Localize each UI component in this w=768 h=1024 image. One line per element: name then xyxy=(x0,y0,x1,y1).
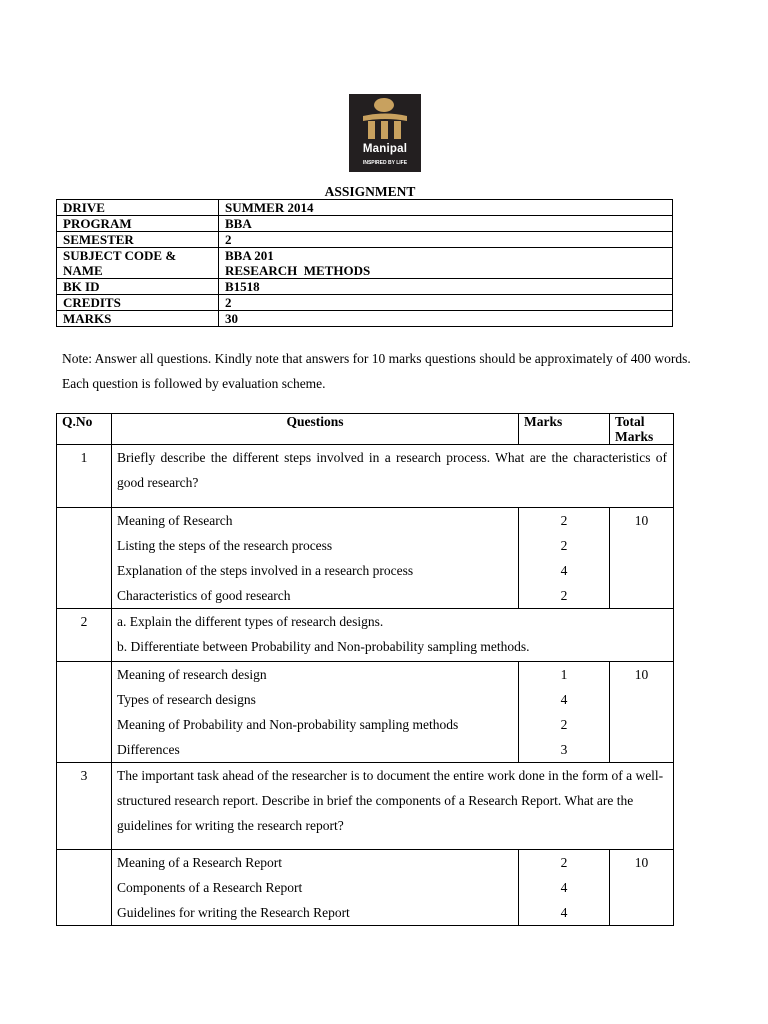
scheme-item: Explanation of the steps involved in a research process xyxy=(117,563,414,578)
info-row xyxy=(57,216,673,232)
scheme-mark: 4 xyxy=(560,905,568,920)
scheme-item: Components of a Research Report xyxy=(117,880,303,895)
info-row xyxy=(57,279,673,295)
total-marks: 10 xyxy=(610,662,674,763)
manipal-logo xyxy=(349,94,421,172)
scheme-item: Meaning of Probability and Non-probability sampling methods xyxy=(117,717,459,732)
question-number: 2 xyxy=(57,609,112,662)
scheme-row xyxy=(57,508,674,609)
info-key: DRIVE xyxy=(57,200,219,216)
info-key: MARKS xyxy=(57,311,219,327)
header-qno: Q.No xyxy=(57,414,112,445)
total-marks: 10 xyxy=(610,508,674,609)
question-text xyxy=(112,609,674,662)
info-row xyxy=(57,200,673,216)
info-row xyxy=(57,248,673,279)
info-value: 30 xyxy=(219,311,673,327)
scheme-spacer xyxy=(57,850,112,926)
question-text: Briefly describe the different steps involved in a research process. What are the characteristics of good research? xyxy=(112,445,674,508)
logo-brand-name: Manipal xyxy=(362,143,408,155)
total-marks: 10 xyxy=(610,850,674,926)
scheme-row xyxy=(57,662,674,763)
scheme-mark: 4 xyxy=(560,563,568,578)
header-marks: Marks xyxy=(519,414,610,445)
info-row xyxy=(57,295,673,311)
info-row xyxy=(57,311,673,327)
scheme-spacer xyxy=(57,662,112,763)
scheme-mark: 2 xyxy=(560,513,568,528)
scheme-row xyxy=(57,850,674,926)
scheme-marks xyxy=(519,662,610,763)
table-header-row xyxy=(57,414,674,445)
question-number: 3 xyxy=(57,763,112,850)
info-value-line: BBA 201 xyxy=(225,248,274,263)
scheme-item: Meaning of a Research Report xyxy=(117,855,282,870)
scheme-items xyxy=(112,662,519,763)
scheme-item: Guidelines for writing the Research Report xyxy=(117,905,350,920)
question-row xyxy=(57,763,674,850)
scheme-mark: 4 xyxy=(560,880,568,895)
scheme-mark: 2 xyxy=(560,538,568,553)
scheme-mark: 1 xyxy=(560,667,568,682)
info-key-line: NAME xyxy=(63,263,103,278)
questions-table xyxy=(56,413,674,926)
info-value: SUMMER 2014 xyxy=(219,200,673,216)
scheme-marks xyxy=(519,850,610,926)
question-row xyxy=(57,445,674,508)
scheme-item: Types of research designs xyxy=(117,692,256,707)
scheme-mark: 4 xyxy=(560,692,568,707)
question-number: 1 xyxy=(57,445,112,508)
info-key: PROGRAM xyxy=(57,216,219,232)
info-key: SEMESTER xyxy=(57,232,219,248)
info-value: BBA xyxy=(219,216,673,232)
logo-tagline: INSPIRED BY LIFE xyxy=(362,160,408,166)
scheme-item: Listing the steps of the research process xyxy=(117,538,333,553)
assignment-heading: ASSIGNMENT xyxy=(324,184,416,199)
header-questions: Questions xyxy=(112,414,519,445)
info-key xyxy=(57,248,219,279)
info-value: 2 xyxy=(219,232,673,248)
scheme-marks xyxy=(519,508,610,609)
manipal-emblem-icon xyxy=(349,94,421,144)
info-value-line: RESEARCH METHODS xyxy=(225,263,371,278)
scheme-mark: 2 xyxy=(560,588,568,603)
scheme-items xyxy=(112,850,519,926)
header-total-marks: Total Marks xyxy=(610,414,674,445)
info-key-line: SUBJECT CODE & xyxy=(63,248,177,263)
info-value xyxy=(219,248,673,279)
scheme-item: Characteristics of good research xyxy=(117,588,291,603)
instructions-note: Note: Answer all questions. Kindly note that answers for 10 marks questions should be approximately of 400 words. Each question is followed by evaluation scheme. xyxy=(62,351,691,391)
info-value: 2 xyxy=(219,295,673,311)
info-row xyxy=(57,232,673,248)
scheme-mark: 3 xyxy=(560,742,568,757)
info-value: B1518 xyxy=(219,279,673,295)
scheme-item: Meaning of Research xyxy=(117,513,233,528)
scheme-items xyxy=(112,508,519,609)
question-row xyxy=(57,609,674,662)
scheme-mark: 2 xyxy=(560,855,568,870)
scheme-item: Meaning of research design xyxy=(117,667,267,682)
question-part-b: b. Differentiate between Probability and Non-probability sampling methods. xyxy=(117,639,530,654)
info-key: CREDITS xyxy=(57,295,219,311)
question-text: The important task ahead of the researcher is to document the entire work done in the form of a well-structured research report. Describe in brief the components of a Research Report. What are the guidelines for writing the research report? xyxy=(112,763,674,850)
info-key: BK ID xyxy=(57,279,219,295)
scheme-item: Differences xyxy=(117,742,180,757)
assignment-info-table xyxy=(56,199,673,327)
scheme-mark: 2 xyxy=(560,717,568,732)
scheme-spacer xyxy=(57,508,112,609)
question-part-a: a. Explain the different types of research designs. xyxy=(117,614,384,629)
